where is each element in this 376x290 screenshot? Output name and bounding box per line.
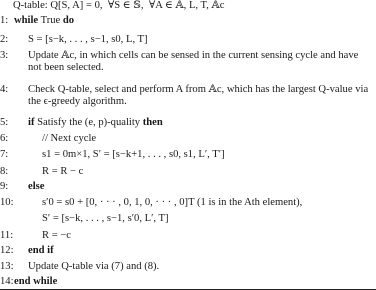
algorithm-block: Q-table: Q[S, A] = 0, ∀S ∈ 𝕊, ∀A ∈ 𝔸, L, T, 𝔸c 1: while True do 2: S = [s−k, . . . , s−1, s0, L, T] 3: Update 𝔸c, in which cells can be sensed in the current sensing cycle and have not been selected. 4: Check Q-table, select and perform A from 𝔸c, which has the largest Q-value via the ϵ-greedy algorithm. 5: if Satisfy the (e, p)-quality then 6: // Next cycle 7: s1 = 0m×1, S′ = [s−k+1, . . . , s0, s1, L′, T′] 8: R = R − c 9: else 10: s′0 = s0 + [0, · · · , 0, 1, 0, · · · , 0]T (1 is in the Ath element), S′ = [s−k, . . . , s−1, s′0, L′, T] 11: R = −c 12: end if 13: Update Q-table via (7) and (8). 14: end while	[0, 0, 376, 290]
